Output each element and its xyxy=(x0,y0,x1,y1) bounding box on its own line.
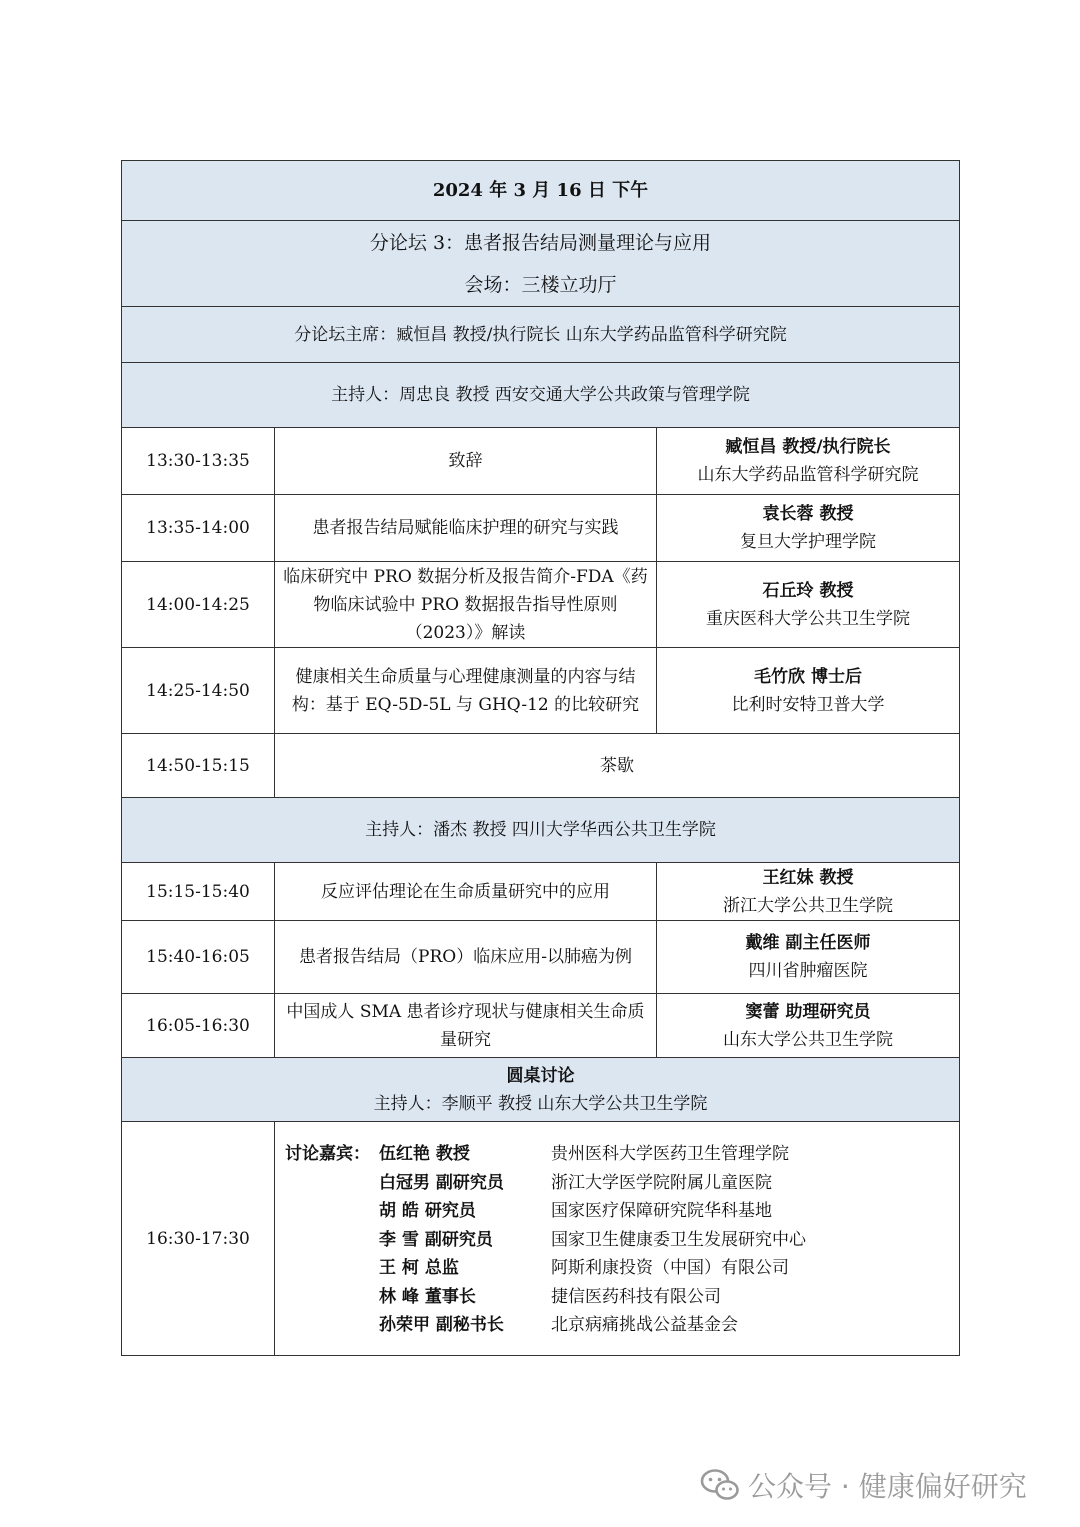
wechat-icon xyxy=(700,1468,740,1502)
table-row xyxy=(122,562,960,648)
time-cell: 14:50-15:15 xyxy=(122,734,275,798)
time-cell: 13:35-14:00 xyxy=(122,495,275,562)
speaker-name: 臧恒昌 教授/执行院长 xyxy=(725,437,891,457)
speaker-cell xyxy=(657,495,960,562)
watermark xyxy=(700,1465,1027,1505)
guest-org: 浙江大学医学院附属儿童医院 xyxy=(551,1172,772,1193)
speaker-name: 戴维 副主任医师 xyxy=(745,933,871,953)
guest-name: 伍红艳 教授 xyxy=(379,1144,470,1164)
section1-host: 主持人：周忠良 教授 西安交通大学公共政策与管理学院 xyxy=(122,363,960,428)
table-row xyxy=(122,994,960,1058)
date-header: 2024 年 3 月 16 日 下午 xyxy=(122,161,960,221)
forum-title: 分论坛 3：患者报告结局测量理论与应用 xyxy=(369,231,712,254)
watermark-text: 公众号 · 健康偏好研究 xyxy=(748,1470,1027,1503)
speaker-org: 山东大学药品监管科学研究院 xyxy=(697,465,919,485)
table-row xyxy=(122,921,960,994)
guest-org: 阿斯利康投资（中国）有限公司 xyxy=(551,1258,789,1278)
break-label: 茶歇 xyxy=(275,734,960,798)
speaker-org: 四川省肿瘤医院 xyxy=(748,961,868,981)
list-item xyxy=(275,1311,959,1340)
speaker-org: 比利时安特卫普大学 xyxy=(731,694,885,715)
time-cell: 15:15-15:40 xyxy=(122,863,275,921)
table-row xyxy=(122,428,960,495)
speaker-cell xyxy=(657,428,960,495)
speaker-cell xyxy=(657,562,960,648)
guest-label: 讨论嘉宾： xyxy=(285,1144,370,1164)
guest-org: 北京病痛挑战公益基金会 xyxy=(551,1315,738,1335)
speaker-org: 浙江大学公共卫生学院 xyxy=(723,895,893,916)
forum-chair: 分论坛主席：臧恒昌 教授/执行院长 山东大学药品监管科学研究院 xyxy=(122,307,960,363)
list-item xyxy=(275,1140,959,1169)
speaker-org: 山东大学公共卫生学院 xyxy=(723,1029,893,1050)
speaker-name: 石丘玲 教授 xyxy=(762,580,854,601)
time-cell: 14:00-14:25 xyxy=(122,562,275,648)
roundtable-header xyxy=(122,1058,960,1122)
roundtable-title: 圆桌讨论 xyxy=(506,1065,575,1086)
topic-cell: 致辞 xyxy=(275,428,657,495)
list-item xyxy=(275,1226,959,1255)
guest-name: 王 柯 总监 xyxy=(379,1258,459,1278)
roundtable-host: 主持人：李顺平 教授 山东大学公共卫生学院 xyxy=(373,1093,708,1114)
speaker-name: 毛竹欣 博士后 xyxy=(754,666,862,687)
list-item xyxy=(275,1169,959,1198)
time-cell: 16:05-16:30 xyxy=(122,994,275,1058)
speaker-cell xyxy=(657,863,960,921)
guest-name: 白冠男 副研究员 xyxy=(379,1172,504,1193)
speaker-org: 重庆医科大学公共卫生学院 xyxy=(706,608,910,629)
speaker-cell xyxy=(657,921,960,994)
list-item xyxy=(275,1254,959,1283)
speaker-cell xyxy=(657,994,960,1058)
time-cell: 16:30-17:30 xyxy=(122,1122,275,1356)
list-item xyxy=(275,1283,959,1312)
guest-name: 李 雪 副研究员 xyxy=(379,1229,493,1250)
list-item xyxy=(275,1197,959,1226)
speaker-cell xyxy=(657,648,960,734)
topic-cell: 患者报告结局赋能临床护理的研究与实践 xyxy=(275,495,657,562)
guest-org: 贵州医科大学医药卫生管理学院 xyxy=(551,1144,789,1164)
speaker-name: 窦蕾 助理研究员 xyxy=(745,1001,871,1022)
time-cell: 14:25-14:50 xyxy=(122,648,275,734)
guest-name: 孙荣甲 副秘书长 xyxy=(379,1315,504,1335)
time-cell: 13:30-13:35 xyxy=(122,428,275,495)
section2-host: 主持人：潘杰 教授 四川大学华西公共卫生学院 xyxy=(122,798,960,863)
topic-cell: 反应评估理论在生命质量研究中的应用 xyxy=(275,863,657,921)
table-row xyxy=(122,863,960,921)
topic-cell: 患者报告结局（PRO）临床应用-以肺癌为例 xyxy=(275,921,657,994)
guest-list xyxy=(275,1122,960,1356)
schedule-table xyxy=(121,160,960,1356)
table-row xyxy=(122,648,960,734)
speaker-name: 袁长蓉 教授 xyxy=(762,504,854,524)
table-row xyxy=(122,495,960,562)
speaker-org: 复旦大学护理学院 xyxy=(740,532,876,552)
topic-cell: 中国成人 SMA 患者诊疗现状与健康相关生命质量研究 xyxy=(275,994,657,1058)
guest-org: 捷信医药科技有限公司 xyxy=(551,1286,721,1307)
topic-cell: 临床研究中 PRO 数据分析及报告简介-FDA《药物临床试验中 PRO 数据报告指导性原则（2023）》解读 xyxy=(275,562,657,648)
roundtable-row xyxy=(122,1122,960,1356)
guest-org: 国家医疗保障研究院华科基地 xyxy=(551,1201,772,1221)
guest-name: 胡 皓 研究员 xyxy=(379,1201,476,1221)
break-row xyxy=(122,734,960,798)
guest-org: 国家卫生健康委卫生发展研究中心 xyxy=(551,1229,806,1250)
speaker-name: 王红妹 教授 xyxy=(762,867,854,888)
forum-header xyxy=(122,221,960,307)
guest-name: 林 峰 董事长 xyxy=(379,1286,476,1307)
venue: 会场：三楼立功厅 xyxy=(464,273,617,296)
topic-cell: 健康相关生命质量与心理健康测量的内容与结构：基于 EQ-5D-5L 与 GHQ-12 的比较研究 xyxy=(275,648,657,734)
time-cell: 15:40-16:05 xyxy=(122,921,275,994)
